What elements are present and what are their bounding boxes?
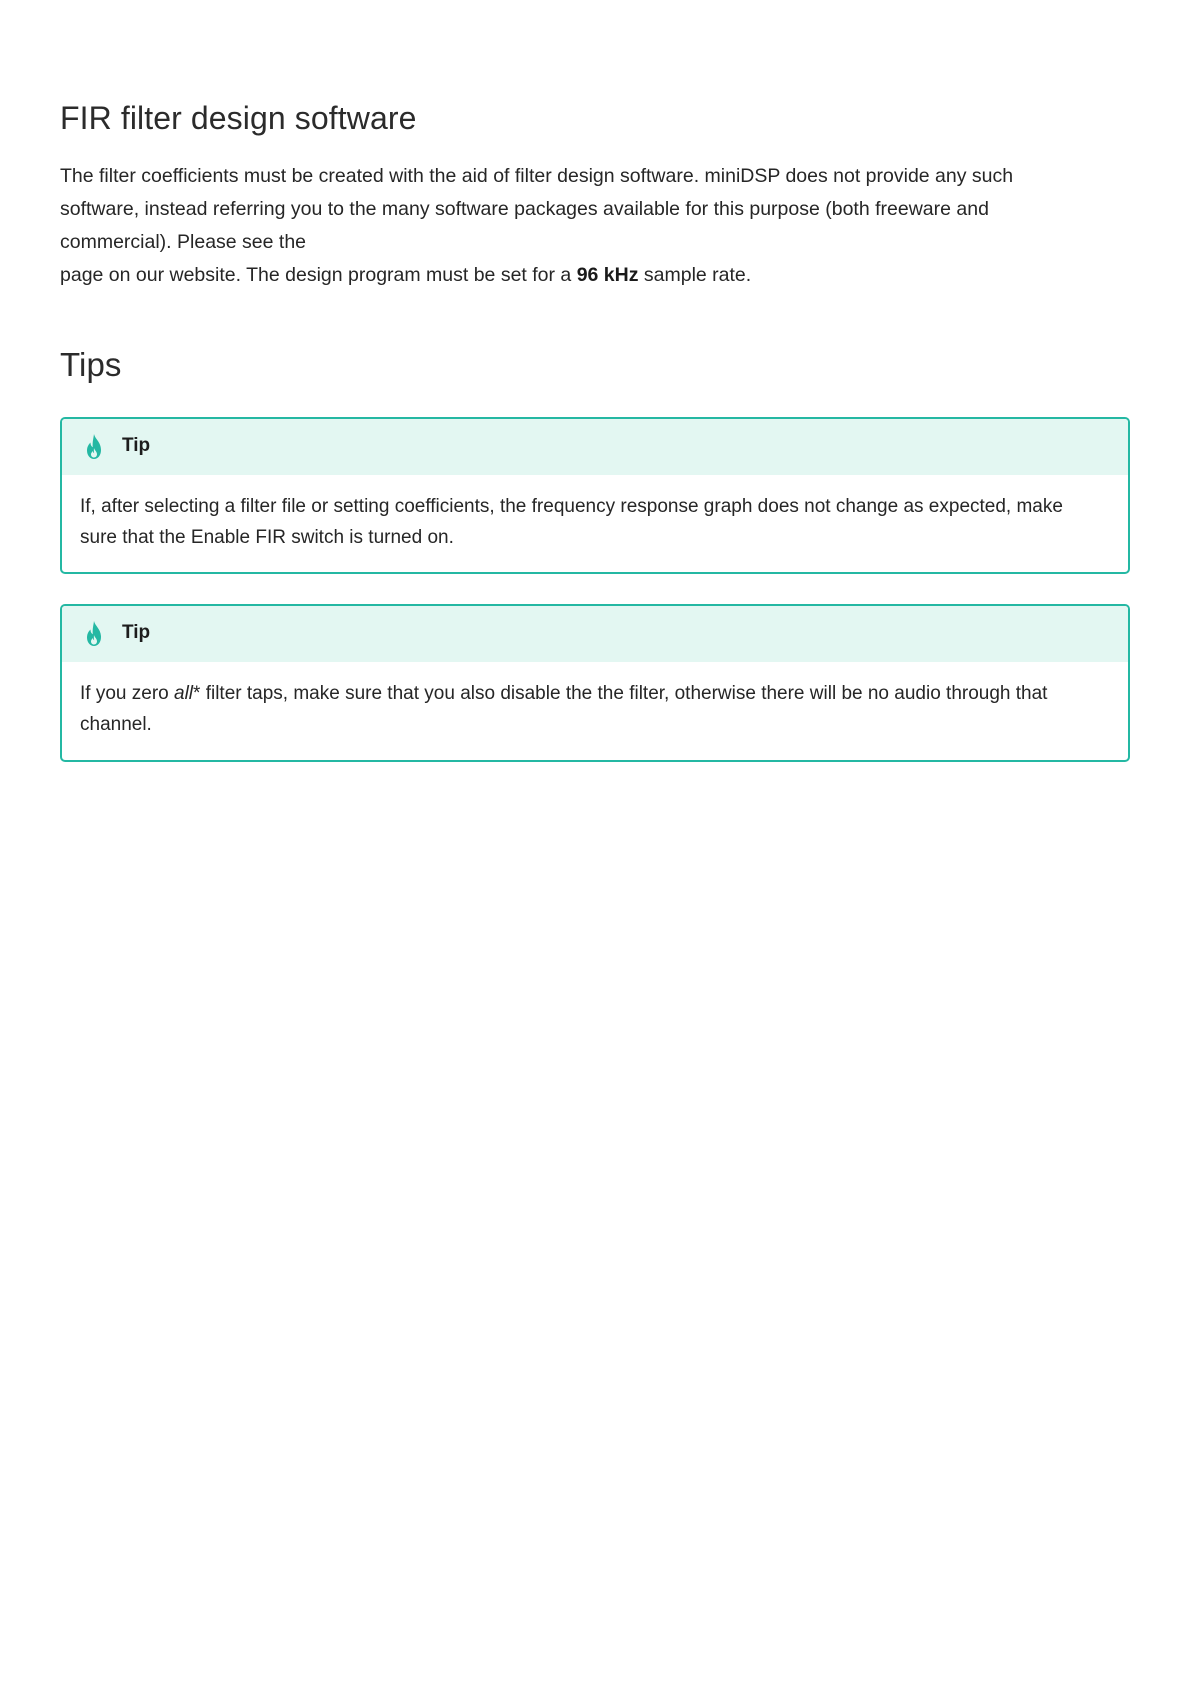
tip-text-line: If, after selecting a filter file or setting coefficients, the frequency response graph does not change as expected, make	[80, 496, 1063, 517]
tip-text-line: channel.	[80, 714, 152, 735]
tip-text: * filter taps, make sure that you also disable the the filter, otherwise there will be no audio through that	[193, 683, 1048, 704]
paragraph-line: commercial). Please see the	[60, 231, 307, 253]
fir-section-title: FIR filter design software	[60, 100, 417, 136]
tip-title: Tip	[122, 435, 151, 456]
tip-header	[62, 419, 1128, 475]
tip-title: Tip	[122, 622, 151, 643]
tip-emphasis: all	[174, 683, 194, 704]
tip-text: If you zero	[80, 683, 174, 704]
tip-body	[62, 662, 1128, 740]
tips-section-title: Tips	[60, 346, 122, 383]
flame-icon	[82, 620, 106, 648]
paragraph-line: The filter coefficients must be created with the aid of filter design software. miniDSP does not provide any such	[60, 165, 1014, 187]
tip-admonition	[60, 604, 1130, 762]
tip-admonition	[60, 417, 1130, 574]
paragraph-text: page on our website. The design program must be set for a	[60, 264, 577, 286]
tip-header	[62, 606, 1128, 662]
paragraph-line: software, instead referring you to the many software packages available for this purpose (both freeware and	[60, 198, 989, 220]
flame-icon	[82, 433, 106, 461]
sample-rate-value: 96 kHz	[576, 264, 639, 286]
tip-body	[62, 475, 1128, 553]
paragraph-line	[60, 259, 1130, 292]
fir-section-paragraph	[60, 160, 1130, 292]
tip-text-line: sure that the Enable FIR switch is turned on.	[80, 527, 454, 548]
paragraph-text: sample rate.	[638, 264, 752, 286]
